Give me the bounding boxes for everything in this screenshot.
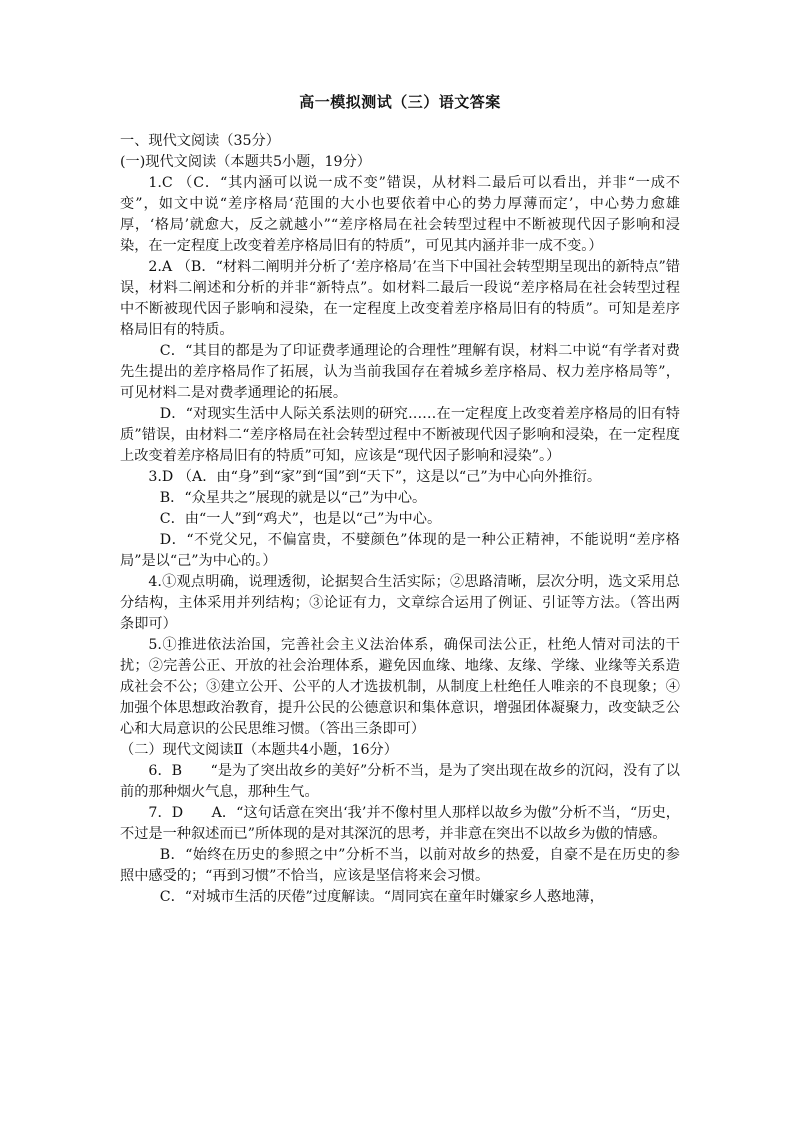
section-heading: 一、现代文阅读（35分） [120, 133, 280, 149]
answer-q6: 6．B “是为了突出故乡的美好”分析不当，是为了突出现在故乡的沉闷，没有了以前的那种烟火气息，那种生气。 [120, 763, 680, 800]
answer-q2: 2.A （B．“材料二阐明并分析了‘差序格局’在当下中国社会转型期呈现出的新特点”错误，材料二阐述和分析的并非“新特点”。如材料二最后一段说“差序格局在社会转型过程中不断被现代因子影响和浸染，在一定程度上改变着差序格局旧有的特质”。可知是差序格局旧有的特质。 [120, 259, 680, 338]
subsection-heading-2: （二）现代文阅读Ⅱ（本题共4小题，16分） [120, 742, 398, 758]
answer-q3: 3.D （A．由“身”到“家”到“国”到“天下”，这是以“己”为中心向外推衍。 [148, 469, 602, 485]
answer-q7-option-c: C．“对城市生活的厌倦”过度解读。“周同宾在童年时嫌家乡人憨地薄， [159, 889, 604, 905]
answer-q2-option-d: D．“对现实生活中人际关系法则的研究……在一定程度上改变着差序格局的旧有特质”错误，由材料二“差序格局在社会转型过程中不断被现代因子影响和浸染，在一定程度上改变着差序格局旧有的特质”可知，应该是“现代因子影响和浸染”。） [120, 406, 680, 464]
answer-q4: 4.①观点明确，说理透彻，论据契合生活实际；②思路清晰，层次分明，选文采用总分结构，主体采用并列结构；③论证有力，文章综合运用了例证、引证等方法。（答出两条即可） [120, 574, 680, 632]
answer-q3-option-c: C．由“一人”到“鸡犬”，也是以“己”为中心。 [159, 511, 442, 527]
answer-q7-option-b: B．“始终在历史的参照之中”分析不当，以前对故乡的热爱，自豪不是在历史的参照中感受的；“再到习惯”不恰当，应该是坚信将来会习惯。 [120, 847, 680, 884]
answer-q7: 7．D A．“这句话意在突出‘我’并不像村里人那样以故乡为傲”分析不当，“历史，不过是一种叙述而已”所体现的是对其深沉的思考，并非意在突出不以故乡为傲的情感。 [120, 805, 680, 842]
answer-q2-option-c: C．“其目的都是为了印证费孝通理论的合理性”理解有误，材料二中说“有学者对费先生提出的差序格局作了拓展，认为当前我国存在着城乡差序格局、权力差序格局等”，可见材料二是对费孝通理论的拓展。 [120, 343, 680, 401]
answer-q3-option-b: B．“众星共之”展现的就是以“己”为中心。 [159, 490, 427, 506]
answer-q5: 5.①推进依法治国，完善社会主义法治体系，确保司法公正，杜绝人情对司法的干扰；②完善公正、开放的社会治理体系，避免因血缘、地缘、友缘、学缘、业缘等关系造成社会不公；③建立公开、公平的人才选拔机制，从制度上杜绝任人唯亲的不良现象；④加强个体思想政治教育，提升公民的公德意识和集体意识，增强团体凝聚力，改变缺乏公心和大局意识的公民思维习惯。（答出三条即可） [120, 637, 680, 737]
answer-document [120, 92, 680, 908]
answer-q1: 1.C （C．“其内涵可以说一成不变”错误，从材料二最后可以看出，并非“一成不变”，如文中说“差序格局‘范围的大小也要依着中心的势力厚薄而定’，中心势力愈雄厚，‘格局’就愈大，反之就越小”“差序格局在社会转型过程中不断被现代因子影响和浸染，在一定程度上改变着差序格局旧有的特质”，可见其内涵并非一成不变。） [120, 175, 680, 254]
answer-q3-option-d: D．“不党父兄，不偏富贵，不嬖颜色”体现的是一种公正精神，不能说明“差序格局”是以“己”为中心的。） [120, 532, 680, 569]
subsection-heading: (一)现代文阅读（本题共5小题，19分） [120, 154, 371, 170]
page-title: 高一模拟测试（三）语文答案 [299, 93, 501, 111]
